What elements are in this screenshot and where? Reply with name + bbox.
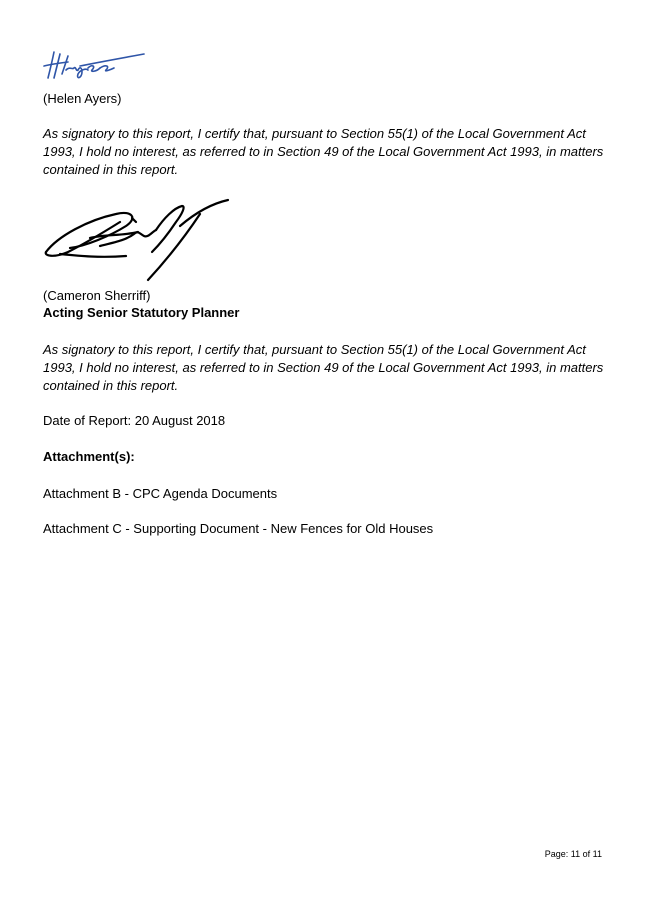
page-number: Page: 11 of 11 <box>544 849 602 859</box>
signatory-1-certification: As signatory to this report, I certify that, pursuant to Section 55(1) of the Local Government Act 1993, I hold no interest, as referred to in Section 49 of the Local Government Act 1993, in matters contained in this report. <box>43 126 604 177</box>
attachment-item-c: Attachment C - Supporting Document - New Fences for Old Houses <box>43 521 434 536</box>
signatory-2-certification: As signatory to this report, I certify that, pursuant to Section 55(1) of the Local Government Act 1993, I hold no interest, as referred to in Section 49 of the Local Government Act 1993, in matters contained in this report. <box>43 342 604 393</box>
signature-helen-ayers <box>40 44 150 84</box>
attachment-item-b: Attachment B - CPC Agenda Documents <box>43 486 278 501</box>
signatory-2-title: Acting Senior Statutory Planner <box>43 305 240 320</box>
signature-cameron-sherriff <box>40 196 240 284</box>
report-date: Date of Report: 20 August 2018 <box>43 413 226 428</box>
attachments-heading: Attachment(s): <box>43 449 135 464</box>
signatory-1-name: (Helen Ayers) <box>43 91 122 106</box>
signatory-2-name: (Cameron Sherriff) <box>43 288 151 303</box>
